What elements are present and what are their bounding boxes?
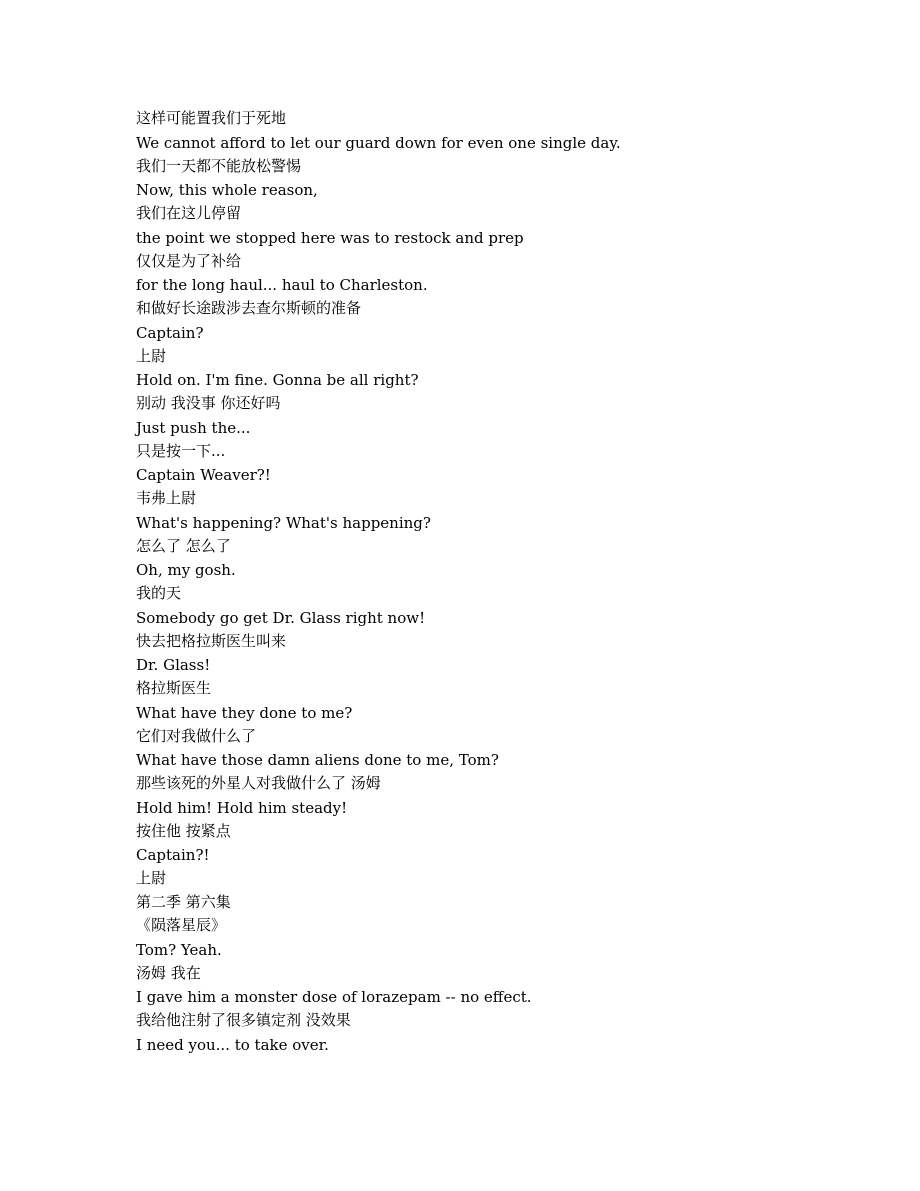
subtitle-line-zh: 这样可能置我们于死地 [136,109,287,127]
subtitle-line-en: We cannot afford to let our guard down for even one single day. [136,133,621,152]
subtitle-line-en: Just push the... [136,418,251,437]
subtitle-line-zh: 韦弗上尉 [136,489,197,507]
episode-title-line: 第二季 第六集 [136,892,231,911]
subtitle-line-zh: 上尉 [136,346,167,365]
subtitle-line-zh: 汤姆 我在 [136,963,201,982]
subtitle-line-en: What's happening? What's happening? [136,513,431,532]
subtitle-line-zh: 我给他注射了很多镇定剂 没效果 [136,1011,351,1029]
subtitle-line-en: I need you... to take over. [136,1035,329,1054]
subtitle-line-zh: 只是按一下... [136,441,226,460]
subtitle-line-en: for the long haul... haul to Charleston. [136,276,428,294]
subtitle-line-en: Dr. Glass! [136,656,211,674]
subtitle-line-zh: 按住他 按紧点 [136,821,231,840]
subtitle-line-en: Hold on. I'm fine. Gonna be all right? [136,371,419,389]
subtitle-line-zh: 格拉斯医生 [136,679,212,697]
subtitle-line-en: I gave him a monster dose of lorazepam -- no effect. [136,988,532,1006]
subtitle-line-zh: 我的天 [136,584,182,602]
subtitle-line-en: Somebody go get Dr. Glass right now! [136,608,426,627]
subtitle-line-en: Tom? Yeah. [136,940,222,959]
subtitle-line-en: Captain Weaver?! [136,466,271,484]
subtitle-line-zh: 和做好长途跋涉去查尔斯顿的准备 [136,299,362,317]
subtitle-line-en: Hold him! Hold him steady! [136,798,348,817]
subtitle-line-zh: 那些该死的外星人对我做什么了 汤姆 [136,774,381,792]
subtitle-line-zh: 它们对我做什么了 [136,726,257,745]
subtitle-line-zh: 我们在这儿停留 [136,204,242,222]
subtitle-line-zh: 快去把格拉斯医生叫来 [136,631,287,650]
subtitle-line-zh: 仅仅是为了补给 [136,251,242,270]
subtitle-line-en: What have they done to me? [136,703,353,722]
subtitle-line-zh: 别动 我没事 你还好吗 [136,394,281,412]
subtitle-line-zh: 我们一天都不能放松警惕 [136,156,302,175]
subtitle-line-en: What have those damn aliens done to me, Tom? [136,751,499,769]
subtitle-line-en: the point we stopped here was to restock and prep [136,228,524,247]
episode-name-line: 《陨落星辰》 [136,916,227,934]
subtitle-transcript [136,107,876,1057]
subtitle-line-en: Now, this whole reason, [136,181,318,199]
subtitle-line-zh: 怎么了 怎么了 [136,536,231,555]
subtitle-line-zh: 上尉 [136,869,167,887]
subtitle-line-en: Oh, my gosh. [136,561,236,579]
subtitle-line-en: Captain?! [136,846,210,864]
subtitle-line-en: Captain? [136,323,204,342]
